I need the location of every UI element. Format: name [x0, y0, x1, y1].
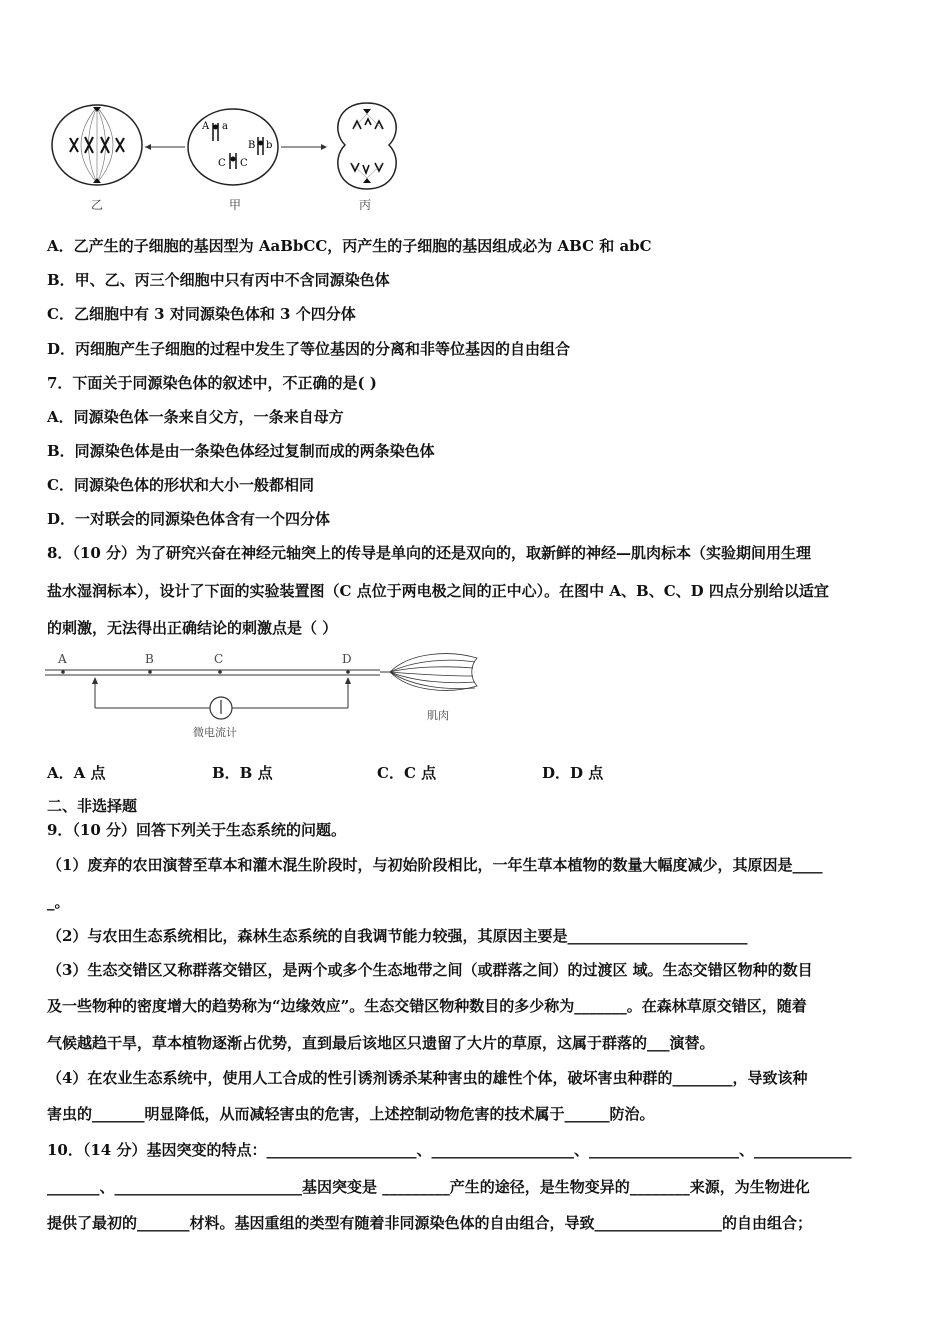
- q7-option-d: D．一对联会的同源染色体含有一个四分体: [47, 510, 331, 528]
- q9-part3-line2: 及一些物种的密度增大的趋势称为“边缘效应”。生态交错区物种数目的多少称为_______。在森林草原交错区，随着: [47, 997, 807, 1015]
- section-heading: 二、非选择题: [47, 797, 138, 815]
- q6-option-a: A．乙产生的子细胞的基因型为 AaBbCC，丙产生的子细胞的基因组成必为 ABC 和 abC: [47, 237, 652, 255]
- q9-part4-line2: 害虫的_______明显降低，从而减轻害虫的危害，上述控制动物危害的技术属于______防治。: [47, 1105, 655, 1123]
- gene-label-A: A: [202, 121, 210, 132]
- cell-division-diagram: [45, 95, 425, 220]
- q9-part2: （2）与农田生态系统相比，森林生态系统的自我调节能力较强，其原因主要是________________________: [47, 927, 748, 945]
- cell-label-yi: 乙: [91, 198, 104, 212]
- cell-label-jia: 甲: [229, 198, 242, 212]
- q9-part1-line2: _。: [47, 893, 70, 911]
- q8-option-b: B．B 点: [212, 764, 273, 782]
- q8-stem-line2: 盐水湿润标本），设计了下面的实验装置图（C 点位于两电极之间的正中心）。在图中 A、B、C、D 四点分别给以适宜: [47, 582, 829, 600]
- q9-part4-line1: （4）在农业生态系统中，使用人工合成的性引诱剂诱杀某种害虫的雄性个体，破坏害虫种群的________，导致该种: [47, 1069, 808, 1087]
- q10-line3: 提供了最初的_______材料。基因重组的类型有随着非同源染色体的自由组合，导致_________________的自由组合；: [47, 1214, 813, 1232]
- point-label-a: A: [58, 652, 67, 666]
- q8-option-a: A．A 点: [47, 764, 106, 782]
- q10-line1: 10．（14 分）基因突变的特点：____________________、___________________、____________________、_____________: [47, 1141, 852, 1159]
- q10-line2: _______、_________________________基因突变是 _________产生的途径，是生物变异的________来源，为生物进化: [47, 1178, 810, 1196]
- q9-part1-line1: （1）废弃的农田演替至草本和灌木混生阶段时，与初始阶段相比，一年生草本植物的数量大幅度减少，其原因是____: [47, 856, 823, 874]
- meter-label: 微电流计: [193, 726, 237, 739]
- q8-stem-line1: 8．（10 分）为了研究兴奋在神经元轴突上的传导是单向的还是双向的，取新鲜的神经—肌肉标本（实验期间用生理: [47, 544, 812, 562]
- gene-label-B: B: [248, 140, 256, 151]
- q7-stem: 7．下面关于同源染色体的叙述中，不正确的是( ): [47, 374, 377, 392]
- nerve-muscle-diagram: [45, 644, 485, 744]
- q9-stem: 9．（10 分）回答下列关于生态系统的问题。: [47, 821, 347, 839]
- q8-option-c: C．C 点: [377, 764, 437, 782]
- q9-part3-line1: （3）生态交错区又称群落交错区，是两个或多个生态地带之间（或群落之间）的过渡区 域。生态交错区物种的数目: [47, 961, 813, 979]
- cell-division-figure: [45, 95, 425, 220]
- gene-label-a: a: [222, 121, 228, 132]
- point-label-d: D: [342, 652, 352, 666]
- nerve-muscle-figure: [45, 644, 485, 744]
- q6-option-b: B．甲、乙、丙三个细胞中只有丙中不含同源染色体: [47, 271, 390, 289]
- gene-label-C1: C: [218, 158, 226, 169]
- q8-stem-line3: 的刺激，无法得出正确结论的刺激点是（ ）: [47, 619, 338, 637]
- cell-label-bing: 丙: [359, 198, 372, 212]
- point-label-c: C: [214, 652, 224, 666]
- q6-option-d: D．丙细胞产生子细胞的过程中发生了等位基因的分离和非等位基因的自由组合: [47, 340, 571, 358]
- q7-option-a: A．同源染色体一条来自父方，一条来自母方: [47, 408, 344, 426]
- gene-label-b: b: [266, 140, 273, 151]
- muscle-label: 肌肉: [427, 709, 449, 722]
- q6-option-c: C．乙细胞中有 3 对同源染色体和 3 个四分体: [47, 305, 356, 323]
- q9-part3-line3: 气候越趋干旱，草本植物逐渐占优势，直到最后该地区只遗留了大片的草原，这属于群落的___演替。: [47, 1034, 715, 1052]
- point-label-b: B: [145, 652, 154, 666]
- q7-option-c: C．同源染色体的形状和大小一般都相同: [47, 476, 314, 494]
- q8-option-d: D．D 点: [542, 764, 604, 782]
- gene-label-C2: C: [240, 158, 248, 169]
- q7-option-b: B．同源染色体是由一条染色体经过复制而成的两条染色体: [47, 442, 435, 460]
